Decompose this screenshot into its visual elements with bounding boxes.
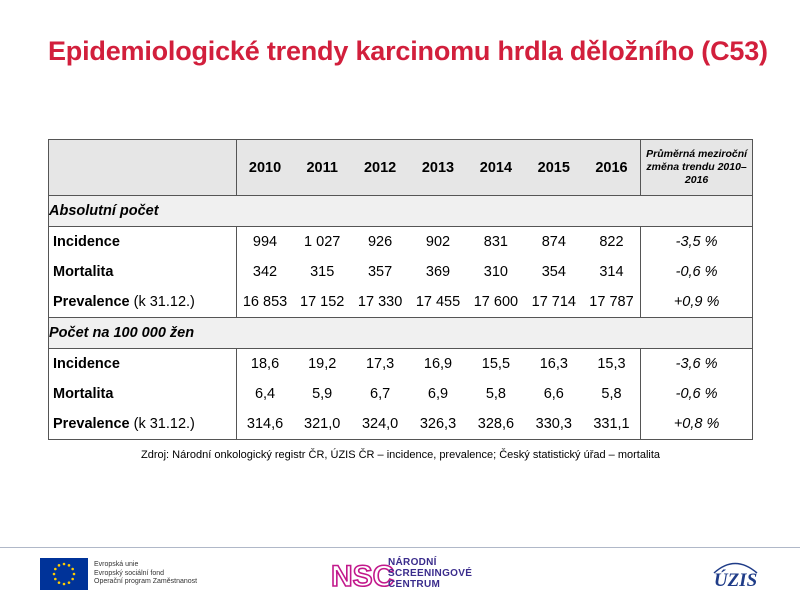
row-label [49,379,237,409]
value-cell: 5,8 [601,386,622,402]
nsc-line: SCREENINGOVÉ [388,568,473,579]
year-header: 2013 [409,140,467,196]
row-label [49,349,237,380]
eu-star-icon [63,583,66,586]
row-label-suffix: (k 31.12.) [129,416,195,432]
row-label [49,227,237,258]
section-label: Počet na 100 000 žen [49,318,753,349]
year-header: 2011 [293,140,351,196]
nsc-logo-icon [330,557,395,593]
value-cell: 17,3 [365,356,395,372]
eu-star-icon [71,578,74,581]
year-header: 2014 [467,140,525,196]
value-cell: 315 [310,264,335,280]
source-note: Zdroj: Národní onkologický registr ČR, ÚZIS ČR – incidence, prevalence; Český statistický úřad – mortalita [140,449,661,461]
year-header: 2016 [583,140,641,196]
table-row [49,257,753,287]
value-cell: 994 [252,234,278,250]
value-cell: 15,5 [481,356,511,372]
section-row [49,318,753,349]
value-cell: 5,8 [485,386,506,402]
value-cell: 822 [599,234,624,250]
value-cell: 328,6 [467,409,525,440]
eu-star-icon [73,573,76,576]
table-row [49,349,753,380]
eu-funding-text [94,561,197,587]
eu-flag-icon [40,558,88,590]
table-row [49,379,753,409]
nsc-name [388,557,472,590]
page-title: Epidemiologické trendy karcinomu hrdla děložního (C53) [48,36,768,66]
avg-change-cell: -3,6 % [641,349,753,380]
row-label-main: Incidence [53,234,120,250]
avg-change-cell: -0,6 % [641,379,753,409]
value-cell: 6,9 [427,386,449,402]
eu-line: Evropská unie [94,561,139,568]
value-cell: 17 600 [467,287,525,318]
avg-change-header: Průměrná meziroční změna trendu 2010–2016 [641,140,753,196]
value-cell: 17 787 [583,287,641,318]
value-cell: 330,3 [525,409,583,440]
value-cell: 6,4 [254,386,276,402]
row-label [49,257,237,287]
value-cell: 16,9 [423,356,453,372]
eu-star-icon [54,578,57,581]
row-label-suffix: (k 31.12.) [129,294,195,310]
footer-divider [0,547,800,548]
table-row [49,287,753,318]
value-cell: 18,6 [250,356,280,372]
value-cell: 926 [367,234,393,250]
value-cell: 326,3 [409,409,467,440]
row-label [49,409,237,440]
row-label-main: Incidence [53,356,120,372]
value-cell: 6,6 [543,386,564,402]
eu-line: Operační program Zaměstnanost [94,578,198,585]
nsc-line: NÁRODNÍ [388,557,437,568]
nsc-line: CENTRUM [388,579,441,590]
value-cell: 314 [599,264,624,280]
value-cell: 17 330 [351,287,409,318]
epidemiology-table [48,139,753,440]
row-label-main: Mortalita [53,264,114,280]
value-cell: 5,9 [312,386,333,402]
avg-change-cell: +0,9 % [641,287,753,318]
eu-star-icon [71,568,74,571]
avg-change-cell: -3,5 % [641,227,753,258]
eu-star-icon [54,568,57,571]
row-label [49,287,237,318]
value-cell: 17 455 [409,287,467,318]
year-header: 2015 [525,140,583,196]
section-label: Absolutní počet [49,196,753,227]
value-cell: 331,1 [583,409,641,440]
value-cell: 831 [483,234,508,250]
value-cell: 314,6 [236,409,293,440]
table-header-row [49,140,753,196]
value-cell: 342 [252,264,278,280]
value-cell: 310 [483,264,508,280]
section-row [49,196,753,227]
value-cell: 17 714 [525,287,583,318]
row-label-main: Prevalence [53,416,130,432]
year-header: 2010 [236,140,293,196]
row-label-main: Mortalita [53,386,114,402]
value-cell: 15,3 [597,356,626,372]
uzis-logo [708,558,763,592]
value-cell: 1 027 [304,234,341,250]
value-cell: 324,0 [351,409,409,440]
eu-star-icon [58,564,61,567]
value-cell: 16,3 [539,356,568,372]
header-corner-cell [49,140,237,196]
value-cell: 19,2 [308,356,337,372]
eu-star-icon [68,581,71,584]
value-cell: 902 [425,234,451,250]
year-header: 2012 [351,140,409,196]
value-cell: 16 853 [236,287,293,318]
row-label-main: Prevalence [53,294,130,310]
eu-star-icon [58,581,61,584]
eu-star-icon [53,573,56,576]
value-cell: 357 [367,264,393,280]
value-cell: 17 152 [293,287,351,318]
table-row [49,409,753,440]
value-cell: 874 [541,234,566,250]
uzis-logo-text: ÚZIS [713,570,758,591]
avg-change-cell: +0,8 % [641,409,753,440]
table-row [49,227,753,258]
value-cell: 321,0 [293,409,351,440]
nsc-logo-mark: NSC [331,560,395,593]
eu-line: Evropský sociální fond [94,569,165,577]
eu-star-icon [63,563,66,566]
value-cell: 369 [425,264,451,280]
eu-star-icon [68,564,71,567]
value-cell: 354 [541,264,566,280]
avg-change-cell: -0,6 % [641,257,753,287]
value-cell: 6,7 [370,386,391,402]
